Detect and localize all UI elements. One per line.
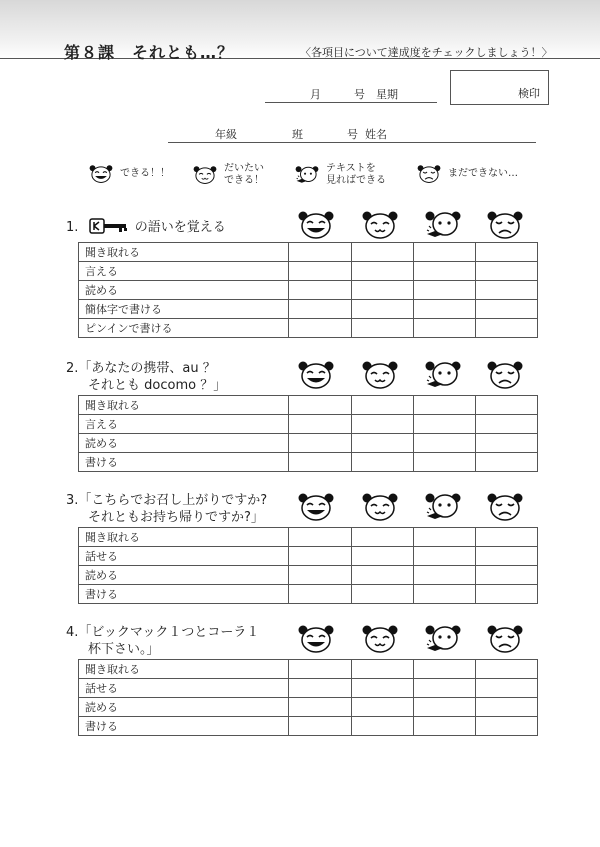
check-cell[interactable] — [351, 660, 413, 679]
check-cell[interactable] — [475, 415, 537, 434]
skill-label: 聞き取れる — [79, 528, 289, 547]
skill-label: 話せる — [79, 547, 289, 566]
skill-label: 書ける — [79, 717, 289, 736]
check-cell[interactable] — [413, 660, 475, 679]
rating-faces — [290, 492, 550, 526]
student-info-label: 年級 班 号 姓名 — [215, 128, 387, 141]
check-cell[interactable] — [475, 396, 537, 415]
legend — [88, 163, 538, 193]
section-number: 1. — [66, 220, 79, 235]
check-cell[interactable] — [289, 453, 351, 472]
skill-label: 読める — [79, 281, 289, 300]
check-cell[interactable] — [475, 717, 537, 736]
check-cell[interactable] — [475, 698, 537, 717]
check-cell[interactable] — [351, 281, 413, 300]
check-cell[interactable] — [475, 300, 537, 319]
smile-panda-icon — [360, 492, 400, 522]
check-cell[interactable] — [351, 717, 413, 736]
skill-label: 読める — [79, 434, 289, 453]
smile-panda-icon — [360, 210, 400, 240]
section-3 — [66, 492, 546, 612]
check-cell[interactable] — [289, 396, 351, 415]
table-row — [79, 281, 538, 300]
stamp-label: 検印 — [518, 87, 540, 100]
section-title-line2: 杯下さい。」 — [88, 642, 160, 657]
check-cell[interactable] — [351, 434, 413, 453]
legend-item — [294, 163, 386, 187]
check-cell[interactable] — [413, 528, 475, 547]
check-cell[interactable] — [289, 679, 351, 698]
check-cell[interactable] — [475, 679, 537, 698]
smile-panda-icon — [360, 624, 400, 654]
check-cell[interactable] — [351, 319, 413, 338]
check-cell[interactable] — [351, 415, 413, 434]
check-cell[interactable] — [475, 319, 537, 338]
check-cell[interactable] — [475, 566, 537, 585]
sad-panda-icon — [416, 163, 442, 185]
date-line — [265, 102, 437, 103]
check-cell[interactable] — [475, 660, 537, 679]
check-cell[interactable] — [351, 547, 413, 566]
legend-item — [192, 163, 264, 187]
skill-label: 読める — [79, 698, 289, 717]
table-row — [79, 396, 538, 415]
check-cell[interactable] — [289, 434, 351, 453]
section-number: 4. — [66, 625, 79, 640]
check-cell[interactable] — [413, 415, 475, 434]
check-cell[interactable] — [475, 453, 537, 472]
check-cell[interactable] — [289, 698, 351, 717]
check-table — [78, 527, 538, 604]
skill-label: 読める — [79, 566, 289, 585]
section-title-line2: それとも docomo ？」 — [88, 378, 227, 393]
table-row — [79, 243, 538, 262]
check-cell[interactable] — [351, 396, 413, 415]
check-cell[interactable] — [351, 566, 413, 585]
check-cell[interactable] — [351, 262, 413, 281]
legend-line1: テキストを — [326, 163, 376, 174]
sad-panda-icon — [485, 624, 525, 654]
check-cell[interactable] — [351, 679, 413, 698]
book-panda-icon — [423, 210, 463, 240]
happy-panda-icon — [296, 210, 336, 240]
skill-label: 言える — [79, 415, 289, 434]
check-cell[interactable] — [289, 243, 351, 262]
check-cell[interactable] — [351, 453, 413, 472]
check-cell[interactable] — [413, 262, 475, 281]
check-cell[interactable] — [413, 547, 475, 566]
table-row — [79, 679, 538, 698]
check-cell[interactable] — [413, 319, 475, 338]
section-title-line1: 「こちらでお召し上がりですか? — [78, 493, 268, 508]
table-row — [79, 319, 538, 338]
smile-panda-icon — [360, 360, 400, 390]
check-cell[interactable] — [475, 262, 537, 281]
section-title-line1: 「あなたの携帯、au ？ — [78, 361, 216, 376]
section-number: 2. — [66, 361, 79, 376]
key-icon — [89, 218, 131, 234]
happy-panda-icon — [296, 492, 336, 522]
skill-label: 聞き取れる — [79, 660, 289, 679]
sad-panda-icon — [485, 210, 525, 240]
table-row — [79, 698, 538, 717]
check-cell[interactable] — [289, 300, 351, 319]
check-cell[interactable] — [475, 434, 537, 453]
skill-label: 書ける — [79, 453, 289, 472]
book-panda-icon — [294, 164, 320, 186]
legend-line1: まだできない… — [448, 168, 518, 179]
student-info-line — [168, 142, 536, 143]
check-cell[interactable] — [475, 281, 537, 300]
check-cell[interactable] — [413, 281, 475, 300]
section-title-line2: それともお持ち帰りですか?」 — [88, 510, 264, 525]
check-cell[interactable] — [475, 243, 537, 262]
check-cell[interactable] — [289, 547, 351, 566]
book-panda-icon — [423, 492, 463, 522]
check-cell[interactable] — [413, 566, 475, 585]
check-cell[interactable] — [475, 547, 537, 566]
smile-panda-icon — [192, 164, 218, 186]
happy-panda-icon — [88, 163, 114, 185]
check-table — [78, 242, 538, 338]
check-cell[interactable] — [475, 585, 537, 604]
page-title: 第８課 それとも…？ — [64, 43, 235, 62]
skill-label: 話せる — [79, 679, 289, 698]
check-cell[interactable] — [289, 319, 351, 338]
date-label: 月 号 星期 — [310, 88, 398, 101]
check-cell[interactable] — [351, 698, 413, 717]
check-cell[interactable] — [413, 300, 475, 319]
table-row — [79, 660, 538, 679]
skill-label: 聞き取れる — [79, 396, 289, 415]
check-cell[interactable] — [351, 300, 413, 319]
section-heading — [66, 360, 226, 394]
section-1 — [66, 210, 546, 370]
sad-panda-icon — [485, 360, 525, 390]
section-title: の語いを覚える — [134, 220, 226, 235]
sad-panda-icon — [485, 492, 525, 522]
legend-line2: できる！ — [224, 175, 264, 186]
section-4 — [66, 624, 546, 744]
check-cell[interactable] — [289, 415, 351, 434]
check-cell[interactable] — [289, 262, 351, 281]
table-row — [79, 585, 538, 604]
happy-panda-icon — [296, 624, 336, 654]
check-cell[interactable] — [413, 585, 475, 604]
check-cell[interactable] — [289, 660, 351, 679]
check-cell[interactable] — [289, 281, 351, 300]
section-heading — [66, 492, 267, 526]
legend-line1: だいたい — [224, 163, 264, 174]
table-row — [79, 434, 538, 453]
legend-item — [416, 163, 518, 185]
check-cell[interactable] — [413, 717, 475, 736]
table-row — [79, 547, 538, 566]
rating-faces — [290, 210, 550, 244]
check-cell[interactable] — [289, 585, 351, 604]
table-row — [79, 262, 538, 281]
happy-panda-icon — [296, 360, 336, 390]
check-cell[interactable] — [413, 434, 475, 453]
skill-label: 聞き取れる — [79, 243, 289, 262]
check-cell[interactable] — [351, 243, 413, 262]
skill-label: 簡体字で書ける — [79, 300, 289, 319]
check-cell[interactable] — [351, 528, 413, 547]
skill-label: ピンインで書ける — [79, 319, 289, 338]
check-cell[interactable] — [413, 396, 475, 415]
page-subtitle: 〈各項目について達成度をチェックしましょう！〉 — [300, 46, 553, 59]
check-cell[interactable] — [289, 528, 351, 547]
legend-item — [88, 163, 170, 185]
check-cell[interactable] — [413, 679, 475, 698]
skill-label: 書ける — [79, 585, 289, 604]
table-row — [79, 300, 538, 319]
book-panda-icon — [423, 360, 463, 390]
legend-line1: できる！！ — [120, 168, 170, 179]
table-row — [79, 453, 538, 472]
check-cell[interactable] — [475, 528, 537, 547]
section-2 — [66, 360, 546, 480]
check-cell[interactable] — [413, 243, 475, 262]
section-heading — [66, 218, 226, 236]
table-row — [79, 415, 538, 434]
check-cell[interactable] — [413, 453, 475, 472]
section-heading — [66, 624, 259, 658]
check-table — [78, 395, 538, 472]
section-number: 3. — [66, 493, 79, 508]
check-cell[interactable] — [289, 566, 351, 585]
check-cell[interactable] — [351, 585, 413, 604]
skill-label: 言える — [79, 262, 289, 281]
check-cell[interactable] — [413, 698, 475, 717]
legend-line2: 見ればできる — [326, 175, 386, 186]
stamp-box — [450, 70, 549, 105]
table-row — [79, 566, 538, 585]
book-panda-icon — [423, 624, 463, 654]
table-row — [79, 528, 538, 547]
rating-faces — [290, 360, 550, 394]
check-table — [78, 659, 538, 736]
rating-faces — [290, 624, 550, 658]
section-title-line1: 「ビックマック１つとコーラ１ — [78, 625, 260, 640]
table-row — [79, 717, 538, 736]
check-cell[interactable] — [289, 717, 351, 736]
